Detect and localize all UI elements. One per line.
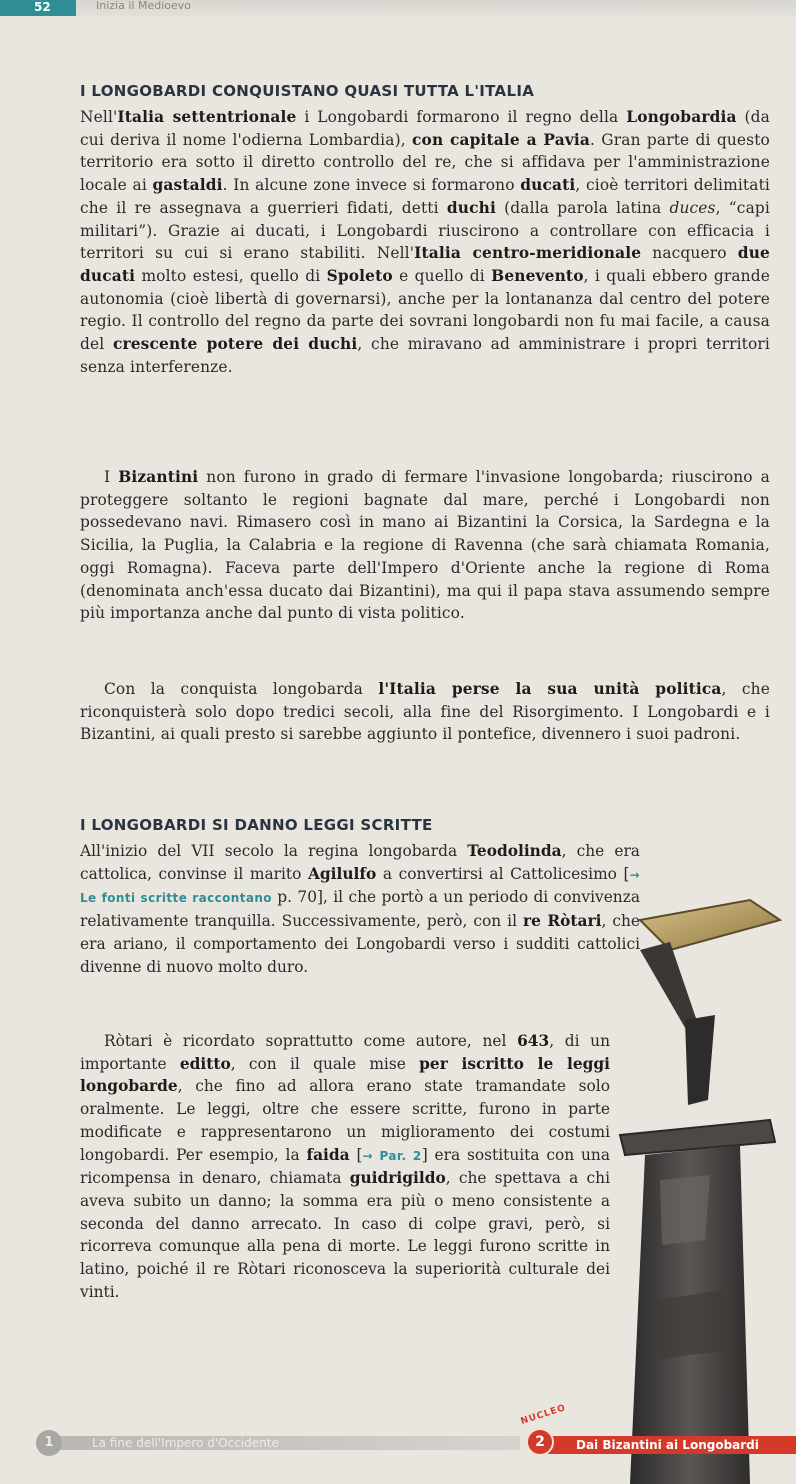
lombard-sword-image [600, 880, 796, 1484]
bold-term: Bizantini [118, 468, 199, 486]
bold-term: editto [179, 1054, 231, 1073]
paragraph-unita-politica: Con la conquista longobarda l'Italia perse la sua unità politica, che riconquisterà solo dopo tredici secoli, alla fine del Risorgimento. I Longobardi e i Bizantini, ai quali presto si sarebbe aggiunto il pontefice, divennero i suoi padroni. [80, 680, 770, 744]
unit-navigation-footer [0, 1402, 796, 1456]
unit1-label[interactable]: La fine dell'Impero d'Occidente [92, 1436, 279, 1450]
bold-term: Spoleto [326, 266, 393, 285]
page-number: 52 [0, 0, 76, 16]
bold-term: per iscritto le leggi longobarde [80, 1054, 610, 1096]
bold-term: re Ròtari [523, 912, 602, 931]
italic-term: duces [669, 198, 716, 217]
unit2-label[interactable]: Dai Bizantini ai Longobardi [576, 1438, 759, 1452]
bold-term: l'Italia perse la sua unità politica [378, 680, 722, 698]
bold-term: crescente potere dei duchi [112, 335, 358, 354]
bold-term: Agilulfo [307, 864, 377, 883]
running-header [0, 0, 796, 16]
bold-term: ducati [520, 176, 576, 195]
bold-term: Italia centro-meridionale [414, 244, 642, 263]
bold-term: Benevento [491, 266, 584, 285]
cross-reference-link[interactable]: → Par. 2 [362, 1148, 422, 1163]
paragraph-regno: Nell'Italia settentrionale i Longobardi formarono il regno della Longobardia (da cui deriva il nome l'odierna Lombardia), con capitale a Pavia. Gran parte di questo territorio era sotto il diretto controllo del re, che si affidava per l'amministrazione locale ai gastaldi. In alcune zone invece si formarono ducati, cioè territori delimitati che il re assegnava a guerrieri fidati, detti duchi (dalla parola latina duces, “capi militari”). Grazie ai ducati, i Longobardi riuscirono a controllare con efficacia i territori su cui si erano stabiliti. Nell'Italia centro-meridionale nacquero due ducati molto estesi, quello di Spoleto e quello di Benevento, i quali ebbero grande autonomia (cioè libertà di governarsi), anche per la lontananza dal centro del potere regio. Il controllo del regno da parte dei sovrani longobardi non fu mai facile, a causa del crescente potere dei duchi, che miravano ad amministrare i propri territori senza interferenze. [80, 108, 771, 376]
unit1-number-badge[interactable]: 1 [36, 1430, 62, 1456]
bold-term: faida [306, 1145, 350, 1164]
cross-reference-link[interactable]: → Le fonti scritte raccontano [80, 867, 640, 906]
bold-term: Longobardia [626, 108, 737, 126]
bold-term: gastaldi [152, 176, 223, 195]
section-heading-laws: I LONGOBARDI SI DANNO LEGGI SCRITTE [80, 816, 433, 834]
bold-term: guidrigildo [349, 1169, 446, 1188]
nucleo-label: NUCLEO [519, 1402, 568, 1428]
unit2-number-badge[interactable]: 2 [526, 1428, 554, 1456]
section-heading-conquest: I LONGOBARDI CONQUISTANO QUASI TUTTA L'ITALIA [80, 82, 535, 100]
paragraph-teodolinda: All'inizio del VII secolo la regina longobarda Teodolinda, che era cattolica, convinse il marito Agilulfo a convertirsi al Cattolicesimo [→ Le fonti scritte raccontano p. 70], il che portò a un periodo di convivenza relativamente tranquilla. Successivamente, però, con il re Ròtari, che era ariano, il comportamento dei Longobardi verso i sudditi cattolici divenne di nuovo molto duro. [80, 842, 641, 976]
bold-term: Teodolinda [467, 842, 562, 860]
bold-term: Italia settentrionale [117, 108, 297, 126]
chapter-title: Inizia il Medioevo [96, 0, 191, 12]
paragraph-rotari: Ròtari è ricordato soprattutto come autore, nel 643, di un importante editto, con il quale mise per iscritto le leggi longobarde, che fino ad allora erano state tramandate solo oralmente. Le leggi, oltre che essere scritte, furono in parte modificate e rappresentarono un miglioramento dei costumi longobardi. Per esempio, la faida [→ Par. 2] era sostituita con una ricompensa in denaro, chiamata guidrigildo, che spettava a chi aveva subito un danno; la somma era più o meno consistente a seconda del danno arrecato. In caso di colpe gravi, però, si ricorreva comunque alla pena di morte. Le leggi furono scritte in latino, poiché il re Ròtari riconosceva la superiorità culturale dei vinti. [80, 1032, 611, 1301]
bold-term: 643 [517, 1032, 550, 1050]
bold-term: due ducati [80, 244, 770, 285]
paragraph-bizantini: I Bizantini non furono in grado di fermare l'invasione longobarda; riuscirono a proteggere soltanto le regioni bagnate dal mare, perché i Longobardi non possedevano navi. Rimasero così in mano ai Bizantini la Corsica, la Sardegna e la Sicilia, la Puglia, la Calabria e la regione di Ravenna (che sarà chiamata Romania, oggi Romagna). Faceva parte dell'Impero d'Oriente anche la regione di Roma (denominata anch'essa ducato dai Bizantini), ma qui il papa stava assumendo sempre più importanza anche dal punto di vista politico. [80, 468, 770, 623]
bold-term: con capitale a Pavia [412, 130, 591, 149]
bold-term: duchi [446, 198, 496, 217]
